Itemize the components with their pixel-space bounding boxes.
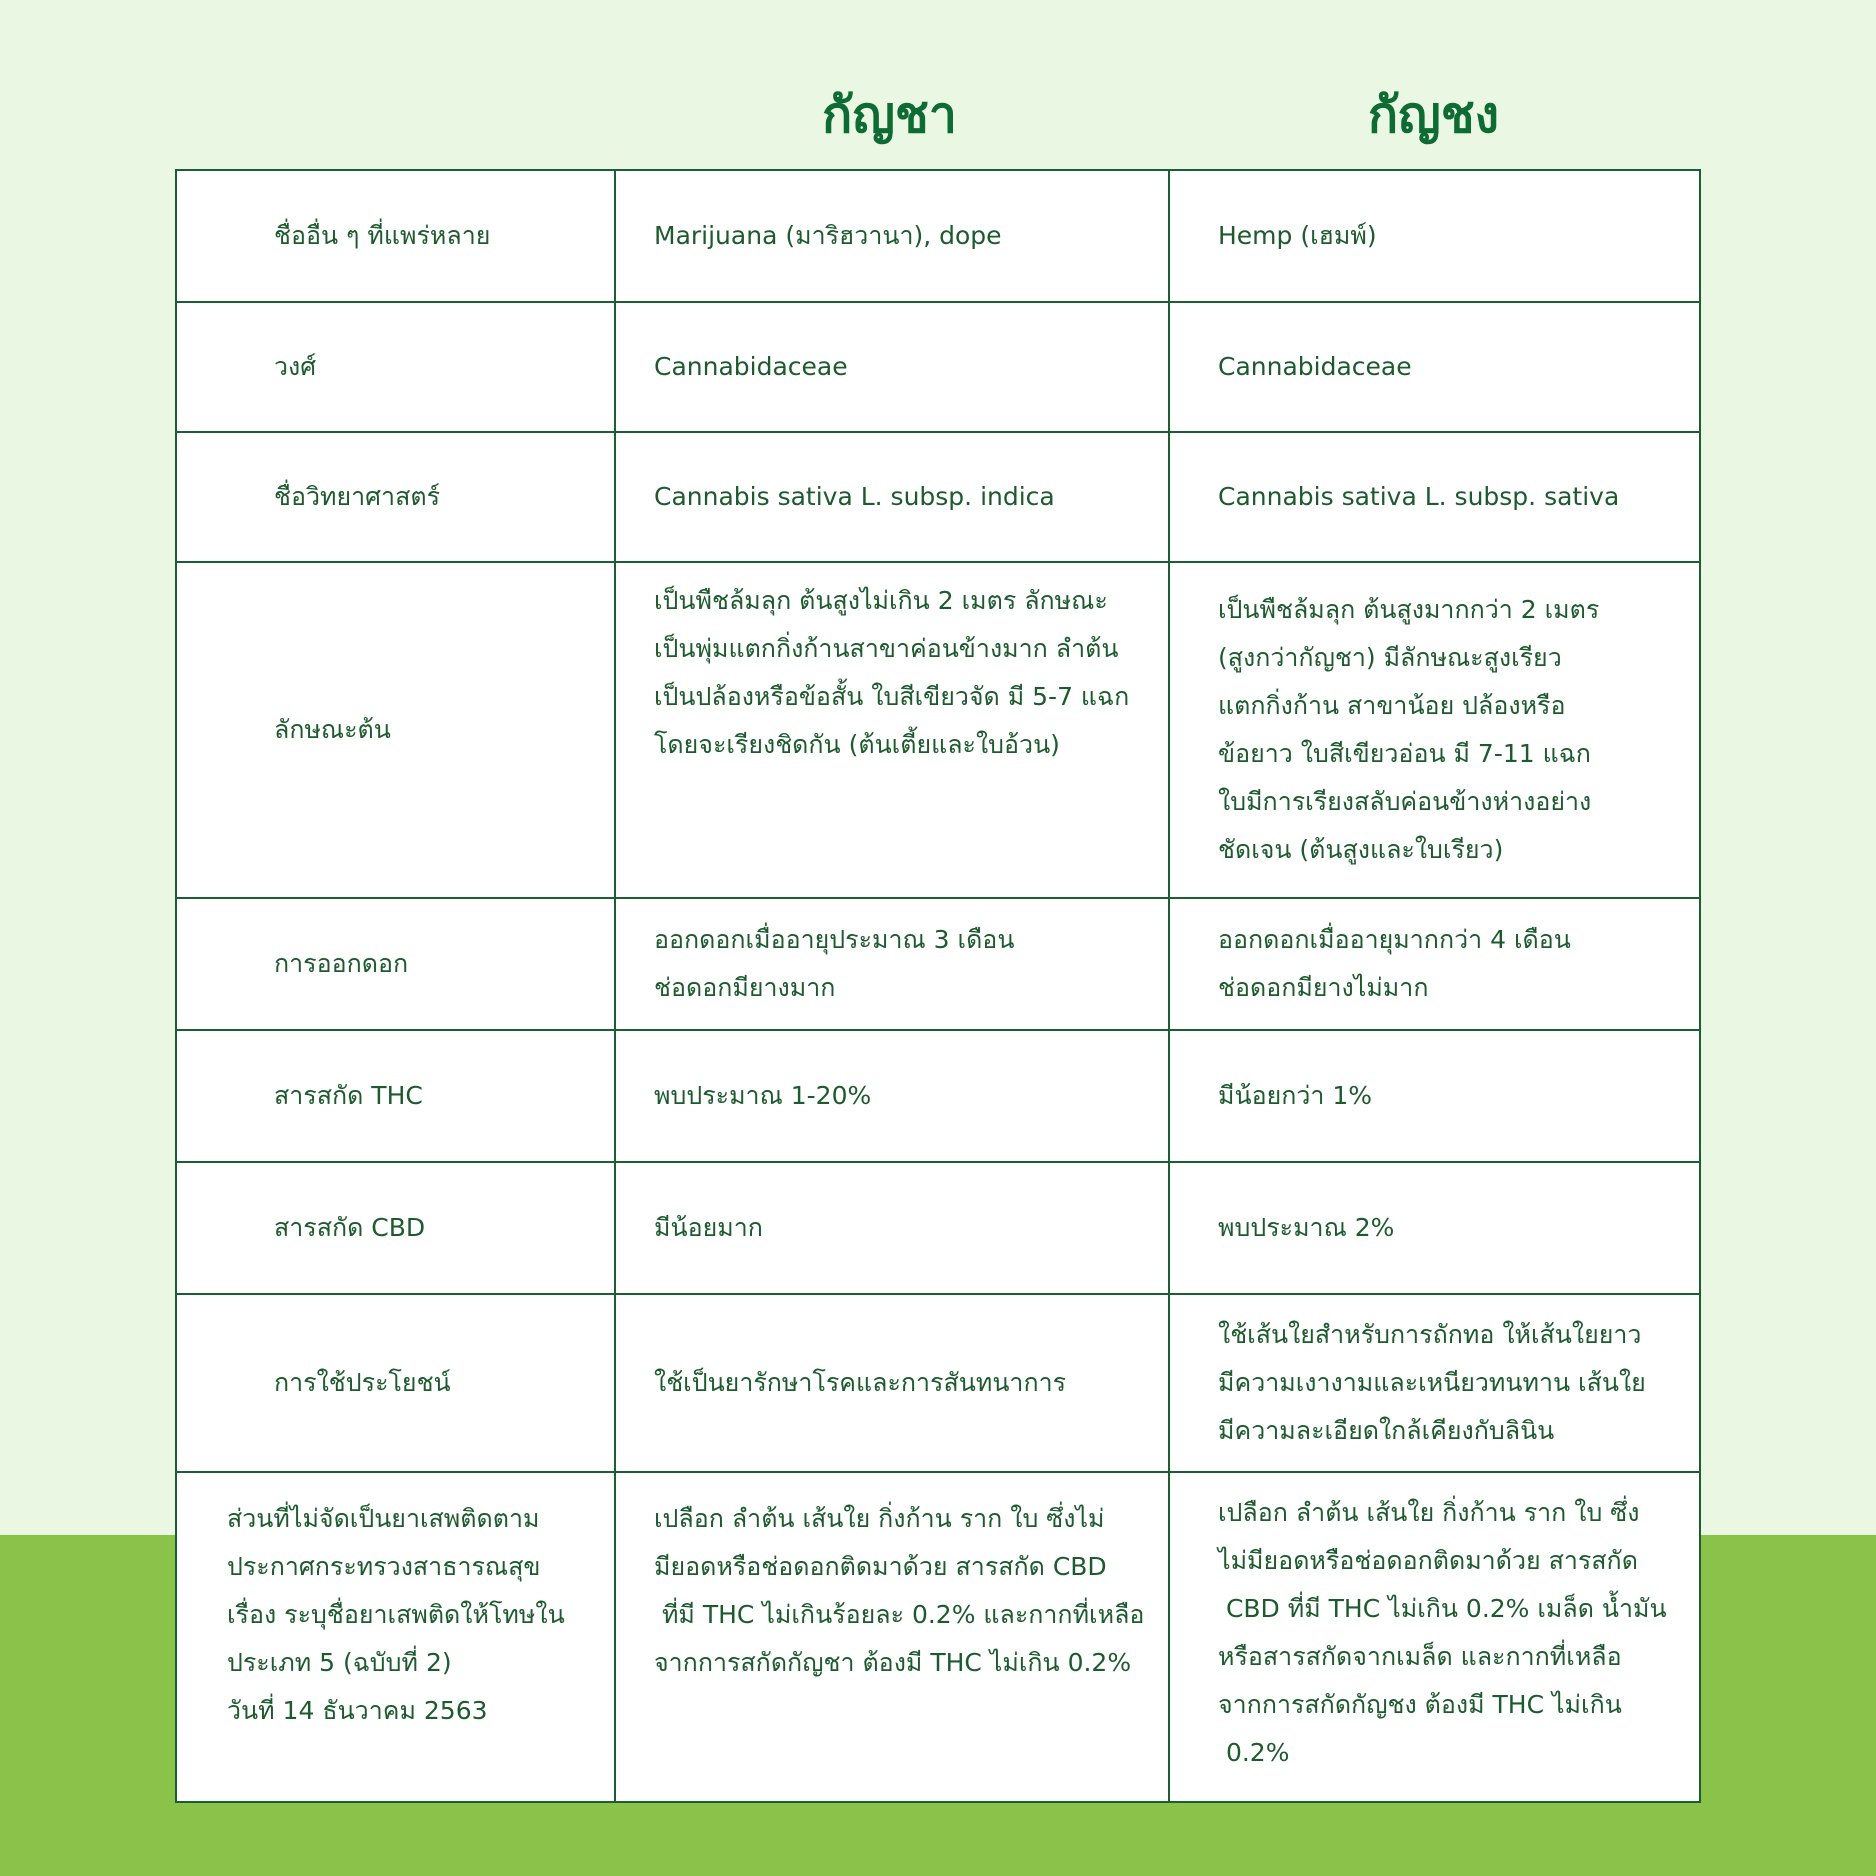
table-row (177, 301, 1699, 431)
hemp-cell (1168, 433, 1699, 561)
table-row (177, 897, 1699, 1029)
hemp-cell (1168, 899, 1699, 1029)
table-row (177, 1471, 1699, 1801)
cell-text: เป็นพืชล้มลุก ต้นสูงไม่เกิน 2 เมตร ลักษณะ เป็นพุ่มแตกกิ่งก้านสาขาค่อนข้างมาก ลำต้น เป็นปล้องหรือข้อสั้น ใบสีเขียวจัด มี 5-7 แฉก โดยจะเรียงชิดกัน (ต้นเตี้ยและใบอ้วน) (654, 586, 1130, 759)
cell-text: วงศ์ (274, 352, 317, 381)
cell-text: สารสกัด CBD (274, 1213, 426, 1242)
cell-text: มีน้อยกว่า 1% (1218, 1081, 1373, 1110)
cell-text: เปลือก ลำต้น เส้นใย กิ่งก้าน ราก ใบ ซึ่ง ไม่มียอดหรือช่อดอกติดมาด้วย สารสกัด CBD ที่มี THC ไม่เกิน 0.2% เมล็ด น้ำมัน หรือสารสกัดจากเมล็ด และกากที่เหลือ จากการสกัดกัญชง ต้องมี THC ไม่เกิน 0.2% (1218, 1498, 1667, 1767)
hemp-cell (1168, 563, 1699, 897)
cannabis-cell (614, 171, 1168, 301)
table-row (177, 1293, 1699, 1471)
cell-text: พบประมาณ 2% (1218, 1213, 1395, 1242)
header-hemp: กัญชง (1367, 86, 1500, 144)
row-label (177, 1295, 614, 1471)
cell-text: Cannabidaceae (654, 352, 848, 381)
cell-text: สารสกัด THC (274, 1081, 423, 1110)
cell-text: Cannabis sativa L. subsp. sativa (1218, 482, 1620, 511)
cell-text: Cannabidaceae (1218, 352, 1412, 381)
hemp-cell (1168, 303, 1699, 431)
header-cannabis: กัญชา (822, 86, 957, 144)
hemp-cell (1168, 1031, 1699, 1161)
row-label (177, 1031, 614, 1161)
cannabis-cell (614, 1163, 1168, 1293)
cell-text: ใช้เป็นยารักษาโรคและการสันทนาการ (654, 1368, 1067, 1397)
row-label (177, 1163, 614, 1293)
cell-text: ชื่อวิทยาศาสตร์ (274, 482, 441, 511)
row-label (177, 171, 614, 301)
cannabis-cell (614, 433, 1168, 561)
cell-text: Cannabis sativa L. subsp. indica (654, 482, 1055, 511)
cannabis-cell (614, 899, 1168, 1029)
table-row (177, 1161, 1699, 1293)
cell-text: เปลือก ลำต้น เส้นใย กิ่งก้าน ราก ใบ ซึ่งไม่ มียอดหรือช่อดอกติดมาด้วย สารสกัด CBD ที่มี THC ไม่เกินร้อยละ 0.2% และกากที่เหลือ จากการสกัดกัญชา ต้องมี THC ไม่เกิน 0.2% (654, 1504, 1145, 1677)
row-label (177, 303, 614, 431)
cell-text: มีน้อยมาก (654, 1213, 763, 1242)
hemp-cell (1168, 1163, 1699, 1293)
cell-text: ออกดอกเมื่ออายุมากกว่า 4 เดือน ช่อดอกมียางไม่มาก (1218, 925, 1571, 1002)
hemp-cell (1168, 1295, 1699, 1471)
cell-text: การใช้ประโยชน์ (274, 1368, 451, 1397)
cell-text: เป็นพืชล้มลุก ต้นสูงมากกว่า 2 เมตร (สูงกว่ากัญชา) มีลักษณะสูงเรียว แตกกิ่งก้าน สาขาน้อย ปล้องหรือ ข้อยาว ใบสีเขียวอ่อน มี 7-11 แฉก ใบมีการเรียงสลับค่อนข้างห่างอย่าง ชัดเจน (ต้นสูงและใบเรียว) (1218, 595, 1600, 864)
cannabis-cell (614, 1031, 1168, 1161)
table-row (177, 561, 1699, 897)
cell-text: ออกดอกเมื่ออายุประมาณ 3 เดือน ช่อดอกมียางมาก (654, 925, 1015, 1002)
row-label (177, 433, 614, 561)
row-label (177, 899, 614, 1029)
cannabis-cell (614, 1473, 1168, 1801)
hemp-cell (1168, 1473, 1699, 1801)
cell-text: การออกดอก (274, 949, 409, 978)
comparison-table (175, 169, 1701, 1803)
cell-text: ชื่ออื่น ๆ ที่แพร่หลาย (274, 221, 491, 250)
table-row (177, 171, 1699, 301)
cell-text: พบประมาณ 1-20% (654, 1081, 872, 1110)
cannabis-cell (614, 563, 1168, 897)
hemp-cell (1168, 171, 1699, 301)
cell-text: Hemp (เฮมพ์) (1218, 221, 1377, 250)
cell-text: Marijuana (มาริฮวานา), dope (654, 221, 1002, 250)
table-row (177, 431, 1699, 561)
table-row (177, 1029, 1699, 1161)
row-label (177, 563, 614, 897)
row-label (177, 1473, 614, 1801)
cannabis-cell (614, 303, 1168, 431)
cannabis-cell (614, 1295, 1168, 1471)
cell-text: ส่วนที่ไม่จัดเป็นยาเสพติดตาม ประกาศกระทรวงสาธารณสุข เรื่อง ระบุชื่อยาเสพติดให้โทษใน ประเภท 5 (ฉบับที่ 2) วันที่ 14 ธันวาคม 2563 (227, 1504, 565, 1725)
cell-text: ใช้เส้นใยสำหรับการถักทอ ให้เส้นใยยาว มีความเงางามและเหนียวทนทาน เส้นใย มีความละเอียดใกล้เคียงกับลินิน (1218, 1320, 1646, 1445)
cell-text: ลักษณะต้น (274, 715, 391, 744)
